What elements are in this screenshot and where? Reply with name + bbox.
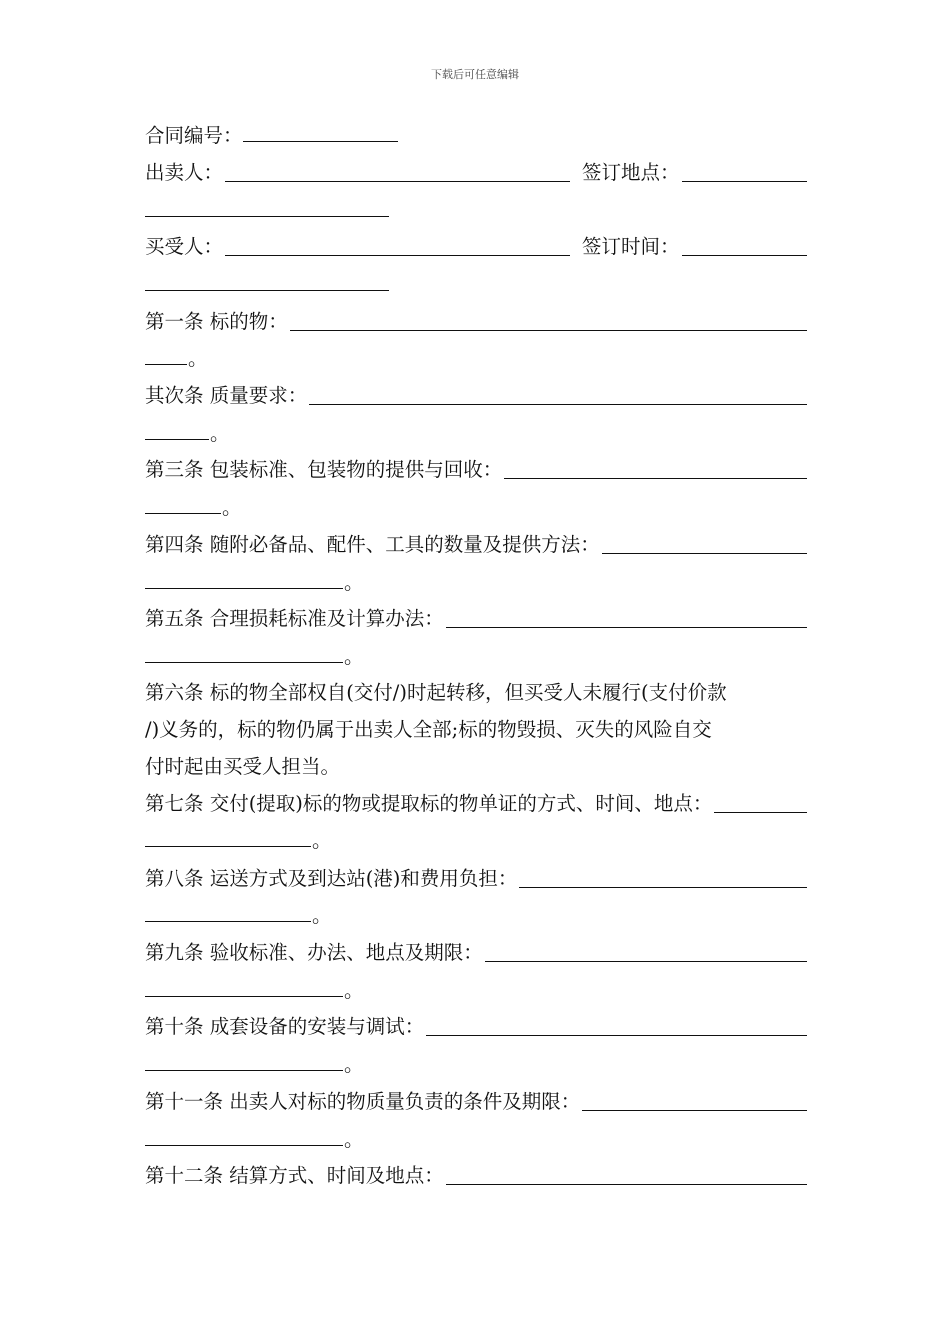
article-10-blank[interactable] <box>426 1035 807 1036</box>
article-7 <box>145 789 807 819</box>
article-1-text: 第一条 标的物： <box>145 310 288 333</box>
sign-place-blank-cont[interactable] <box>145 216 389 217</box>
article-5 <box>145 604 807 634</box>
article-9-cont <box>145 976 807 1006</box>
contract-number-label: 合同编号： <box>145 124 243 147</box>
article-4-text: 第四条 随附必备品、配件、工具的数量及提供方法： <box>145 533 600 556</box>
seller-row <box>145 158 807 188</box>
article-6-line-3: 付时起由买受人担当。 <box>145 755 341 778</box>
article-2-text: 其次条 质量要求： <box>145 384 308 407</box>
article-6-line-2: /)义务的，标的物仍属于出卖人全部;标的物毁损、灭失的风险自交 <box>145 718 712 741</box>
article-9 <box>145 938 807 968</box>
article-3-end: 。 <box>222 496 242 519</box>
article-1 <box>145 307 807 337</box>
article-11-end: 。 <box>344 1128 364 1151</box>
article-9-blank[interactable] <box>485 961 807 962</box>
article-2-blank[interactable] <box>309 404 807 405</box>
article-10-end: 。 <box>344 1053 364 1076</box>
article-11-text: 第十一条 出卖人对标的物质量负责的条件及期限： <box>145 1090 581 1113</box>
article-3-blank-cont[interactable] <box>145 513 221 514</box>
sign-time-blank-cont[interactable] <box>145 290 389 291</box>
article-4-cont <box>145 568 807 598</box>
article-1-blank[interactable] <box>290 330 807 331</box>
article-1-blank-cont[interactable] <box>145 364 187 365</box>
article-8-text: 第八条 运送方式及到达站(港)和费用负担： <box>145 867 518 890</box>
sign-time-label: 签订时间： <box>582 235 680 258</box>
article-5-end: 。 <box>344 645 364 668</box>
article-12-blank[interactable] <box>446 1184 807 1185</box>
contract-number-row <box>145 121 807 151</box>
article-2 <box>145 381 807 411</box>
sign-place-continuation <box>145 196 807 226</box>
article-9-blank-cont[interactable] <box>145 996 343 997</box>
article-10-text: 第十条 成套设备的安装与调试： <box>145 1015 425 1038</box>
page-header-note: 下载后可任意编辑 <box>431 68 519 81</box>
article-3-cont <box>145 493 807 523</box>
article-6-line-1: 第六条 标的物全部权自(交付/)时起转移，但买受人未履行(支付价款 <box>145 681 727 704</box>
article-8 <box>145 864 807 894</box>
buyer-blank[interactable] <box>225 255 570 256</box>
article-10-cont <box>145 1050 807 1080</box>
article-11 <box>145 1087 807 1117</box>
article-1-end: 。 <box>188 347 208 370</box>
article-4-blank-cont[interactable] <box>145 588 343 589</box>
sign-place-label: 签订地点： <box>582 161 680 184</box>
article-10-blank-cont[interactable] <box>145 1070 343 1071</box>
contract-number-blank[interactable] <box>243 141 398 142</box>
article-7-blank-cont[interactable] <box>145 846 311 847</box>
article-11-blank-cont[interactable] <box>145 1145 343 1146</box>
article-8-cont <box>145 901 807 931</box>
article-7-cont <box>145 826 807 856</box>
seller-blank[interactable] <box>225 181 570 182</box>
sign-time-blank[interactable] <box>682 255 807 256</box>
article-7-blank[interactable] <box>714 812 807 813</box>
article-8-end: 。 <box>312 904 332 927</box>
article-2-cont <box>145 419 807 449</box>
article-10 <box>145 1012 807 1042</box>
article-5-cont <box>145 642 807 672</box>
article-4-end: 。 <box>344 571 364 594</box>
article-4-blank[interactable] <box>602 553 807 554</box>
article-5-text: 第五条 合理损耗标准及计算办法： <box>145 607 444 630</box>
article-8-blank[interactable] <box>519 887 807 888</box>
buyer-row <box>145 232 807 262</box>
article-9-text: 第九条 验收标准、办法、地点及期限： <box>145 941 483 964</box>
sign-time-continuation <box>145 270 807 300</box>
article-2-blank-cont[interactable] <box>145 439 209 440</box>
article-7-end: 。 <box>312 829 332 852</box>
buyer-label: 买受人： <box>145 235 224 258</box>
article-4 <box>145 530 807 560</box>
article-2-end: 。 <box>210 422 230 445</box>
article-12 <box>145 1161 807 1191</box>
article-8-blank-cont[interactable] <box>145 921 311 922</box>
article-3-text: 第三条 包装标准、包装物的提供与回收： <box>145 458 503 481</box>
article-7-text: 第七条 交付(提取)标的物或提取标的物单证的方式、时间、地点： <box>145 792 713 815</box>
article-11-blank[interactable] <box>582 1110 807 1111</box>
article-5-blank-cont[interactable] <box>145 662 343 663</box>
article-9-end: 。 <box>344 979 364 1002</box>
article-12-text: 第十二条 结算方式、时间及地点： <box>145 1164 444 1187</box>
article-5-blank[interactable] <box>446 627 807 628</box>
article-3 <box>145 455 807 485</box>
sign-place-blank[interactable] <box>682 181 807 182</box>
article-3-blank[interactable] <box>504 478 807 479</box>
article-11-cont <box>145 1125 807 1155</box>
article-1-cont <box>145 344 807 374</box>
seller-label: 出卖人： <box>145 161 224 184</box>
